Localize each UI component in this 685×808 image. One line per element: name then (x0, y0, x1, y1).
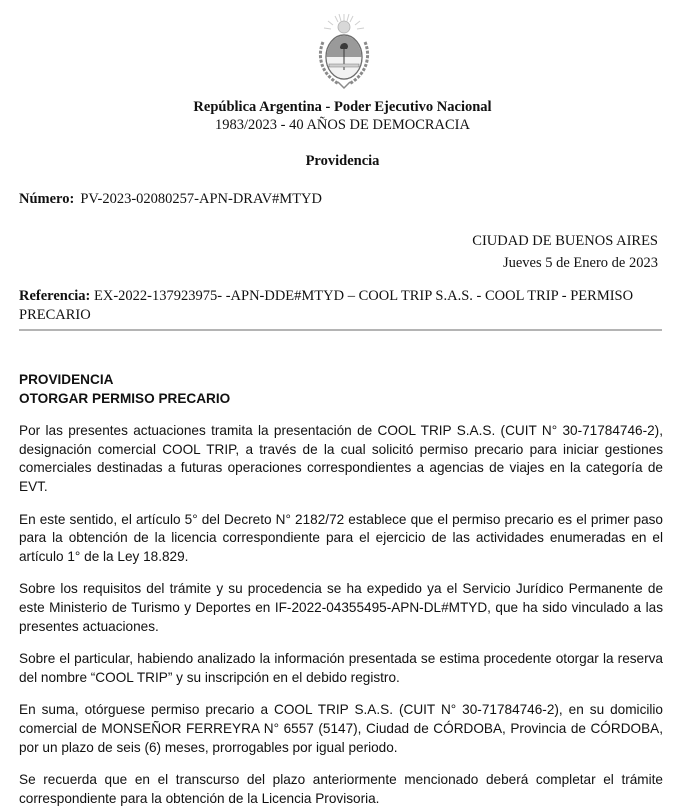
document-type: Providencia (305, 153, 380, 169)
date: Jueves 5 de Enero de 2023 (502, 255, 658, 271)
reference (19, 287, 659, 325)
paragraph: Sobre el particular, habiendo analizado la información presentada se estima procedente otorgar la reserva del nombre “COOL TRIP” y su inscripción en el debido registro. (19, 651, 663, 685)
document-number-label: Número: (19, 191, 75, 207)
body-heading (19, 371, 663, 408)
header-title: República Argentina - Poder Ejecutivo Nacional (193, 99, 492, 115)
paragraph: Se recuerda que en el transcurso del plazo anteriormente mencionado deberá completar el trámite correspondiente para la obtención de la Licencia Provisoria. (19, 772, 663, 806)
paragraph: Por las presentes actuaciones tramita la presentación de COOL TRIP S.A.S. (CUIT N° 30-71784746-2), designación comercial COOL TRIP, a través de la cual solicitó permiso precario para iniciar gestiones comerciales destinadas a futuras operaciones correspondientes a agencias de viajes en la categoría de EVT. (19, 423, 663, 494)
header-divider (19, 329, 662, 331)
document-number-value: PV-2023-02080257-APN-DRAV#MTYD (80, 191, 322, 207)
body-heading-1: PROVIDENCIA (19, 372, 114, 387)
document-number (19, 190, 322, 208)
paragraph: Sobre los requisitos del trámite y su procedencia se ha expedido ya el Servicio Jurídico Permanente de este Ministerio de Turismo y Deportes en IF-2022-04355495-APN-DL#MTYD, que ha sido vinculado a las presentes actuaciones. (19, 581, 663, 634)
header-subtitle: 1983/2023 - 40 AÑOS DE DEMOCRACIA (215, 117, 470, 133)
body-heading-2: OTORGAR PERMISO PRECARIO (19, 390, 231, 406)
paragraph: En suma, otórguese permiso precario a COOL TRIP S.A.S. (CUIT N° 30-71784746-2), en su domicilio comercial de MONSEÑOR FERREYRA N° 6557 (5147), Ciudad de CÓRDOBA, Provincia de CÓRDOBA, por un plazo de seis (6) meses, prorrogables por igual periodo. (19, 702, 663, 755)
reference-value: EX-2022-137923975- -APN-DDE#MTYD – COOL TRIP S.A.S. - COOL TRIP - PERMISO PRECARIO (19, 288, 634, 323)
document-body (19, 371, 663, 808)
argentina-coat-of-arms-icon (311, 12, 377, 90)
place-date (472, 230, 658, 274)
paragraph: En este sentido, el artículo 5° del Decreto N° 2182/72 establece que el permiso precario es el primer paso para la obtención de la licencia correspondiente para el ejercicio de las actividades enumeradas en el artículo 1° de la Ley 18.829. (19, 511, 663, 564)
city: CIUDAD DE BUENOS AIRES (472, 233, 658, 249)
reference-label: Referencia: (19, 288, 91, 304)
